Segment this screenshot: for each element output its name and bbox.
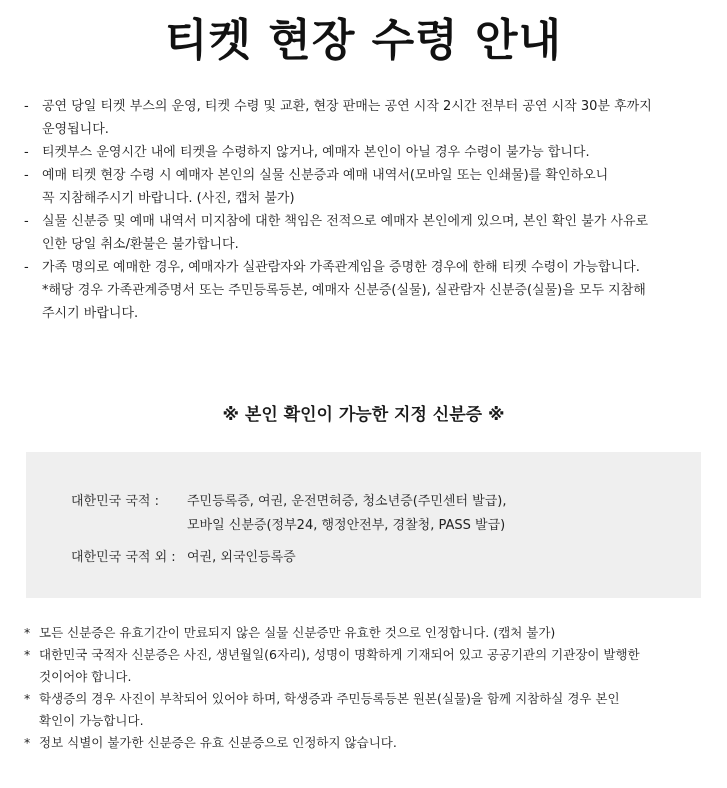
korean-label: 대한민국 국적 : bbox=[71, 494, 159, 509]
guide-text: 예매 티켓 현장 수령 시 예매자 본인의 실물 신분증과 예매 내역서(모바일 또는 인쇄물)를 확인하오니 bbox=[42, 168, 609, 183]
note-text: 모든 신분증은 유효기간이 만료되지 않은 실물 신분증만 유효한 것으로 인정합니다. (캡처 불가) bbox=[39, 625, 556, 640]
note-text: 정보 식별이 불가한 신분증은 유효 신분증으로 인정하지 않습니다. bbox=[39, 735, 397, 750]
note-text: 확인이 가능합니다. bbox=[39, 713, 144, 728]
dash-marker: - bbox=[24, 145, 29, 160]
id-section-heading: ※ 본인 확인이 가능한 지정 신분증 ※ bbox=[222, 405, 505, 425]
dash-marker: - bbox=[24, 168, 29, 183]
asterisk-marker: * bbox=[24, 647, 31, 662]
guide-list bbox=[24, 95, 704, 325]
asterisk-marker: * bbox=[24, 691, 31, 706]
note-text: 대한민국 국적자 신분증은 사진, 생년월일(6자리), 성명이 명확하게 기재되어 있고 공공기관의 기관장이 발행한 bbox=[39, 647, 640, 662]
note-item bbox=[24, 688, 714, 732]
asterisk-marker: * bbox=[24, 625, 31, 640]
guide-item bbox=[24, 256, 704, 325]
guide-text: 공연 당일 티켓 부스의 운영, 티켓 수령 및 교환, 현장 판매는 공연 시작 2시간 전부터 공연 시작 30분 후까지 bbox=[42, 99, 652, 114]
id-info-box bbox=[26, 452, 701, 598]
guide-item bbox=[24, 210, 704, 256]
dash-marker: - bbox=[24, 99, 29, 114]
guide-item bbox=[24, 95, 704, 141]
asterisk-marker: * bbox=[24, 735, 31, 750]
notes-list bbox=[24, 622, 714, 754]
note-item bbox=[24, 732, 714, 754]
guide-text: *해당 경우 가족관계증명서 또는 주민등록등본, 예매자 신분증(실물), 실관람자 신분증(실물)을 모두 지참해 bbox=[42, 283, 646, 298]
guide-text: 티켓부스 운영시간 내에 티켓을 수령하지 않거나, 예매자 본인이 아닐 경우 수령이 불가능 합니다. bbox=[42, 145, 590, 160]
note-item bbox=[24, 644, 714, 688]
guide-text: 실물 신분증 및 예매 내역서 미지참에 대한 책임은 전적으로 예매자 본인에게 있으며, 본인 확인 불가 사유로 bbox=[42, 214, 649, 229]
page-title: 티켓 현장 수령 안내 bbox=[165, 15, 562, 66]
korean-id-list-mobile: 모바일 신분증(정부24, 행정안전부, 경찰청, PASS 발급) bbox=[187, 518, 506, 533]
guide-text: 운영됩니다. bbox=[42, 122, 109, 137]
foreign-label: 대한민국 국적 외 : bbox=[71, 550, 176, 565]
guide-text: 인한 당일 취소/환불은 불가합니다. bbox=[42, 237, 239, 252]
note-item bbox=[24, 622, 714, 644]
guide-item bbox=[24, 164, 704, 210]
dash-marker: - bbox=[24, 214, 29, 229]
foreign-id-list: 여권, 외국인등록증 bbox=[187, 550, 296, 565]
note-text: 학생증의 경우 사진이 부착되어 있어야 하며, 학생증과 주민등록등본 원본(실물)을 함께 지참하실 경우 본인 bbox=[39, 691, 620, 706]
guide-text: 꼭 지참해주시기 바랍니다. (사진, 캡처 불가) bbox=[42, 191, 295, 206]
note-text: 것이어야 합니다. bbox=[39, 669, 132, 684]
guide-text: 가족 명의로 예매한 경우, 예매자가 실관람자와 가족관계임을 증명한 경우에 한해 티켓 수령이 가능합니다. bbox=[42, 260, 640, 275]
guide-text: 주시기 바랍니다. bbox=[42, 306, 139, 321]
guide-item bbox=[24, 141, 704, 164]
korean-id-list: 주민등록증, 여권, 운전면허증, 청소년증(주민센터 발급), bbox=[187, 494, 507, 509]
dash-marker: - bbox=[24, 260, 29, 275]
